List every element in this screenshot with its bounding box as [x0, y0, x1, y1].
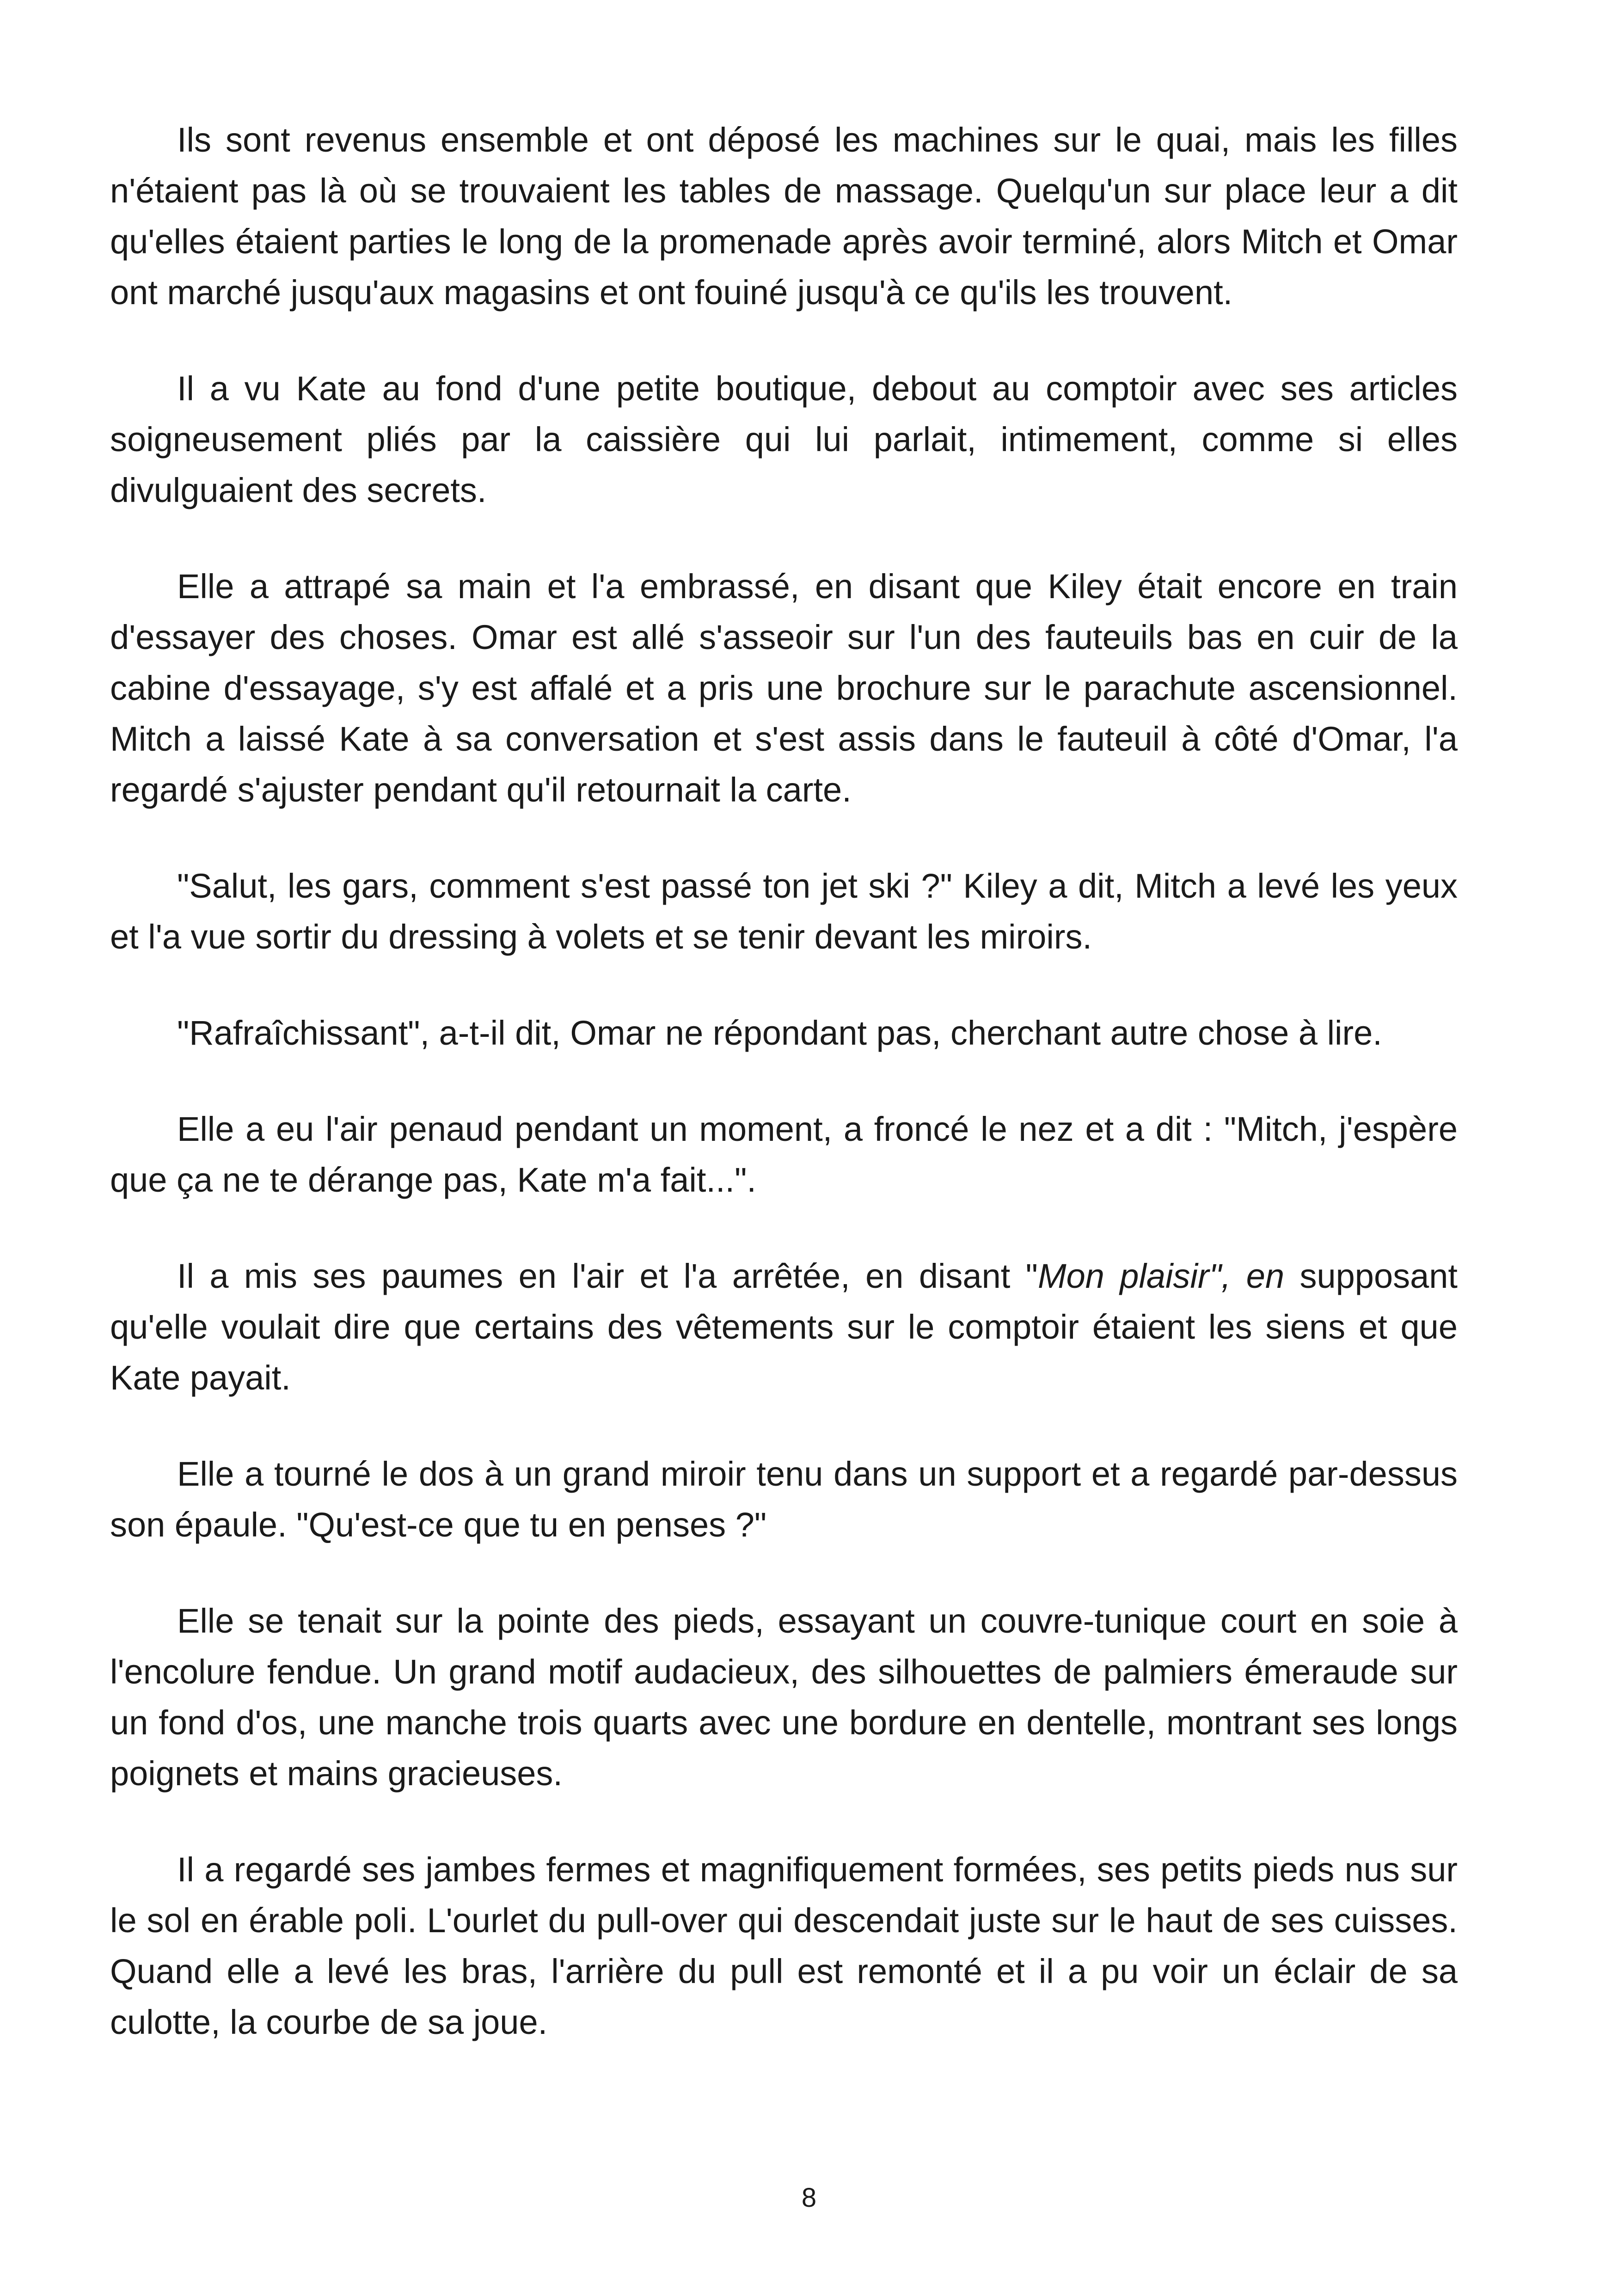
paragraph-4: "Salut, les gars, comment s'est passé ton jet ski ?" Kiley a dit, Mitch a levé les yeux et l'a vue sortir du dressing à volets et se tenir devant les miroirs. [110, 867, 1458, 956]
paragraph-7-italic: Mon plaisir", en [1037, 1257, 1285, 1295]
paragraph-7-start: Il a mis ses paumes en l'air et l'a arrêtée, en disant " [177, 1257, 1038, 1295]
body-text [110, 115, 1458, 2048]
paragraph-2: Il a vu Kate au fond d'une petite boutique, debout au comptoir avec ses articles soigneusement pliés par la caissière qui lui parlait, intimement, comme si elles divulguaient des secrets. [110, 369, 1458, 509]
page-number: 8 [801, 2183, 817, 2213]
paragraph-1: Ils sont revenus ensemble et ont déposé les machines sur le quai, mais les filles n'étaient pas là où se trouvaient les tables de massage. Quelqu'un sur place leur a dit qu'elles étaient parties le long de la promenade après avoir terminé, alors Mitch et Omar ont marché jusqu'aux magasins et ont fouiné jusqu'à ce qu'ils les trouvent. [110, 121, 1458, 312]
paragraph-7-end: supposant qu'elle voulait dire que certains des vêtements sur le comptoir étaient les siens et que Kate payait. [110, 1257, 1458, 1397]
paragraph-6: Elle a eu l'air penaud pendant un moment, a froncé le nez et a dit : "Mitch, j'espère que ça ne te dérange pas, Kate m'a fait...". [110, 1110, 1458, 1199]
paragraph-5: "Rafraîchissant", a-t-il dit, Omar ne répondant pas, cherchant autre chose à lire. [177, 1014, 1382, 1052]
paragraph-9: Elle se tenait sur la pointe des pieds, essayant un couvre-tunique court en soie à l'encolure fendue. Un grand motif audacieux, des silhouettes de palmiers émeraude sur un fond d'os, une manche trois quarts avec une bordure en dentelle, montrant ses longs poignets et mains gracieuses. [110, 1602, 1458, 1793]
paragraph-8: Elle a tourné le dos à un grand miroir tenu dans un support et a regardé par-dessus son épaule. "Qu'est-ce que tu en penses ?" [110, 1455, 1458, 1544]
paragraph-3: Elle a attrapé sa main et l'a embrassé, en disant que Kiley était encore en train d'essayer des choses. Omar est allé s'asseoir sur l'un des fauteuils bas en cuir de la cabine d'essayage, s'y est affalé et a pris une brochure sur le parachute ascensionnel. Mitch a laissé Kate à sa conversation et s'est assis dans le fauteuil à côté d'Omar, l'a regardé s'ajuster pendant qu'il retournait la carte. [110, 567, 1458, 809]
paragraph-7 [110, 1251, 1458, 1403]
paragraph-10: Il a regardé ses jambes fermes et magnifiquement formées, ses petits pieds nus sur le sol en érable poli. L'ourlet du pull-over qui descendait juste sur le haut de ses cuisses. Quand elle a levé les bras, l'arrière du pull est remonté et il a pu voir un éclair de sa culotte, la courbe de sa joue. [110, 1850, 1458, 2041]
